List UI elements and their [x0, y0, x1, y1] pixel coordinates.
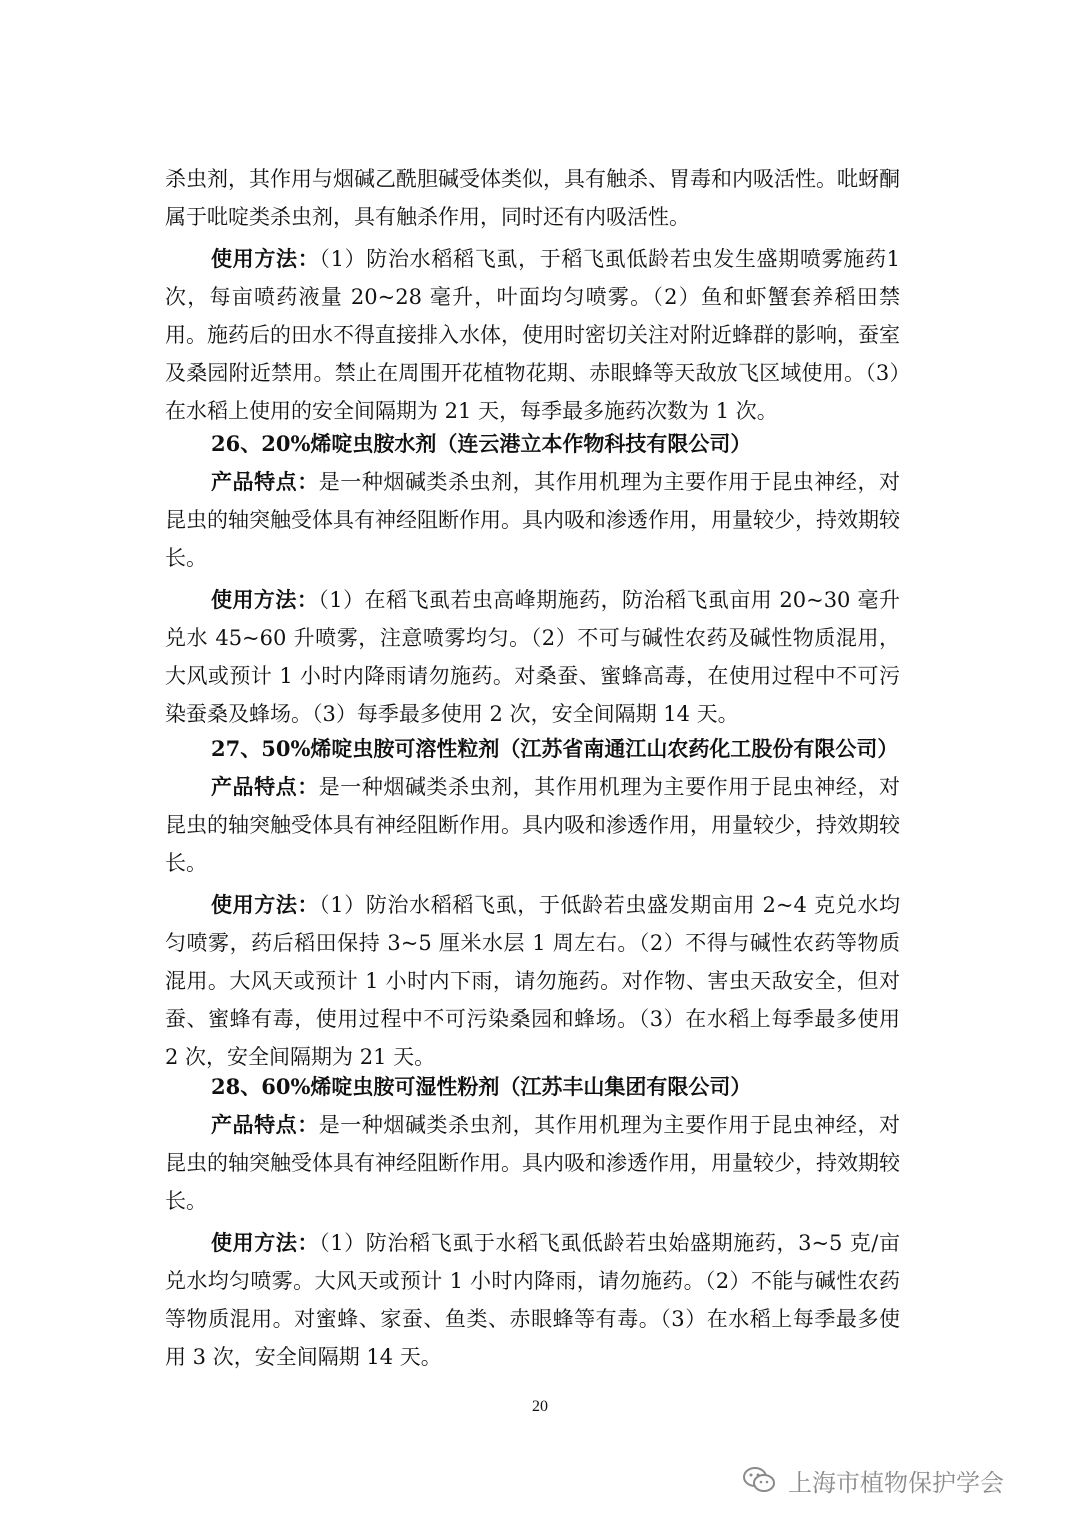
- item-feature: [165, 463, 900, 577]
- usage-label: 使用方法：: [211, 246, 320, 271]
- item-26-section: [165, 425, 900, 733]
- item-usage: [165, 581, 900, 733]
- item-heading: 27、50%烯啶虫胺可溶性粒剂（江苏省南通江山农药化工股份有限公司）: [211, 736, 899, 761]
- usage-text: （1）在稻飞虱若虫高峰期施药，防治稻飞虱亩用 20~30 毫升兑水 45~60 升喷雾，注意喷雾均匀。（2）不可与碱性农药及碱性物质混用，大风或预计 1 小时内降雨请勿施药。对桑蚕、蜜蜂高毒，在使用过程中不可污染蚕桑及蜂场。（3）每季最多使用 2 次，安全间隔期 14 天。: [165, 588, 901, 726]
- item-usage: [165, 886, 900, 1076]
- item-28-section: [165, 1068, 900, 1376]
- feature-label: 产品特点：: [211, 774, 319, 799]
- usage-text: （1）防治水稻稻飞虱，于低龄若虫盛发期亩用 2~4 克兑水均匀喷雾，药后稻田保持 3~5 厘米水层 1 周左右。（2）不得与碱性农药等物质混用。大风天或预计 1 小时内下雨，请勿施药。对作物、害虫天敌安全，但对蚕、蜜蜂有毒，使用过程中不可污染桑园和蜂场。（3）在水稻上每季最多使用 2 次，安全间隔期为 21 天。: [165, 893, 900, 1069]
- previous-item-usage: [165, 240, 900, 430]
- item-heading: 28、60%烯啶虫胺可湿性粉剂（江苏丰山集团有限公司）: [211, 1074, 752, 1099]
- feature-label: 产品特点：: [211, 469, 319, 494]
- usage-label: 使用方法：: [211, 892, 320, 917]
- item-feature: [165, 1106, 900, 1220]
- feature-text: 是一种烟碱类杀虫剂，其作用机理为主要作用于昆虫神经，对昆虫的轴突触受体具有神经阻断作用。具内吸和渗透作用，用量较少，持效期较长。: [165, 470, 901, 570]
- wechat-icon: [742, 1465, 776, 1495]
- usage-label: 使用方法：: [211, 1230, 320, 1255]
- feature-text: 是一种烟碱类杀虫剂，其作用机理为主要作用于昆虫神经，对昆虫的轴突触受体具有神经阻断作用。具内吸和渗透作用，用量较少，持效期较长。: [165, 775, 901, 875]
- feature-label: 产品特点：: [211, 1112, 319, 1137]
- page-number: 20: [532, 1398, 548, 1415]
- previous-item-continuation: 杀虫剂，其作用与烟碱乙酰胆碱受体类似，具有触杀、胃毒和内吸活性。吡蚜酮属于吡啶类杀虫剂，具有触杀作用，同时还有内吸活性。: [165, 167, 900, 229]
- item-heading: 26、20%烯啶虫胺水剂（连云港立本作物科技有限公司）: [211, 431, 752, 456]
- item-feature: [165, 768, 900, 882]
- previous-item-section: [165, 160, 900, 430]
- usage-text: （1）防治水稻稻飞虱，于稻飞虱低龄若虫发生盛期喷雾施药1 次，每亩喷药液量 20~28 毫升，叶面均匀喷雾。（2）鱼和虾蟹套养稻田禁用。施药后的田水不得直接排入水体，使用时密切关注对附近蜂群的影响，蚕室及桑园附近禁用。禁止在周围开花植物花期、赤眼蜂等天敌放飞区域使用。（3）在水稻上使用的安全间隔期为 21 天，每季最多施药次数为 1 次。: [165, 247, 900, 423]
- usage-label: 使用方法：: [211, 587, 319, 612]
- watermark: [742, 1462, 1004, 1498]
- usage-text: （1）防治稻飞虱于水稻飞虱低龄若虫始盛期施药，3~5 克/亩兑水均匀喷雾。大风天或预计 1 小时内降雨，请勿施药。（2）不能与碱性农药等物质混用。对蜜蜂、家蚕、鱼类、赤眼蜂等有毒。（3）在水稻上每季最多使用 3 次，安全间隔期 14 天。: [165, 1231, 900, 1369]
- watermark-text: 上海市植物保护学会: [788, 1468, 1004, 1497]
- item-usage: [165, 1224, 900, 1376]
- item-27-section: [165, 730, 900, 1076]
- feature-text: 是一种烟碱类杀虫剂，其作用机理为主要作用于昆虫神经，对昆虫的轴突触受体具有神经阻断作用。具内吸和渗透作用，用量较少，持效期较长。: [165, 1113, 901, 1213]
